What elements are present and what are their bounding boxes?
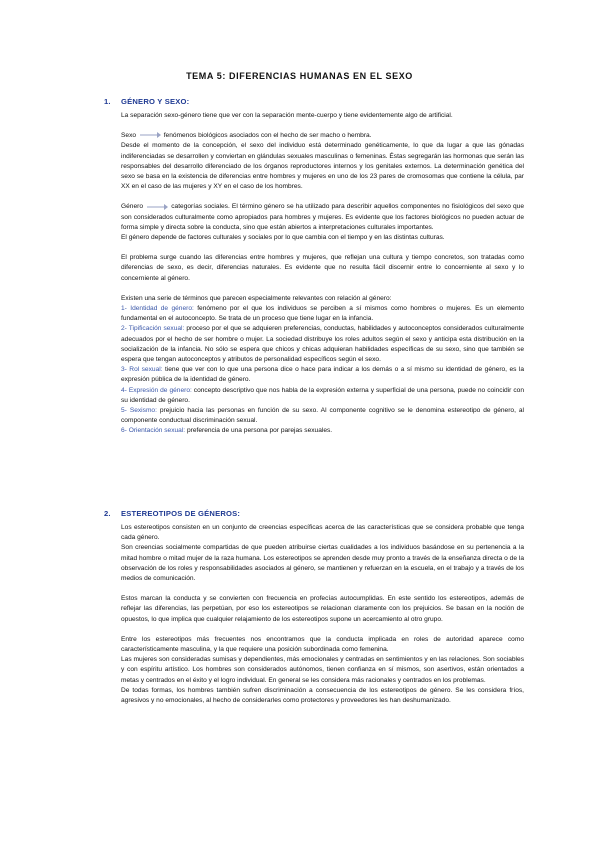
term-text: tiene que ver con lo que una persona dice o hace para indicar a los demás o a sí mismo su identidad de género, es la expresión pública de la identidad de género. (121, 366, 524, 384)
term-text: proceso por el que se adquieren preferencias, conductas, habilidades y autoconceptos considerados culturalmente adecuados por el hecho de ser hombre o mujer. La sociedad distribuye los roles adultos según el sexo y anticipa esta distribución en la socialización de la infancia. No sólo se espera que chicos y chicas adquieran habilidades específicas de su sexo, sino que también se espera que tengan autoconceptos y atributos de personalidad específicos según el sexo. (121, 325, 524, 364)
arrow-right-icon (145, 203, 169, 211)
term-item (121, 365, 524, 385)
arrow-right-icon (138, 131, 162, 139)
term-item (121, 406, 524, 426)
paragraph: Los estereotipos consisten en un conjunto de creencias específicas acerca de las características que se considera probable que tenga cada género. (121, 524, 524, 542)
term-item (121, 304, 524, 324)
sexo-definition: fenómenos biológicos asociados con el hecho de ser macho o hembra. (163, 132, 372, 140)
term-text: concepto descriptivo que nos habla de la expresión externa y superficial de una persona, puede no coincidir con su identidad de género. (121, 386, 524, 404)
section-number: 2. (104, 509, 111, 518)
term-label: 1- Identidad de género: (121, 305, 194, 313)
term-label: 2- Tipificación sexual: (121, 325, 185, 333)
section-heading (104, 509, 524, 521)
paragraph-intro: La separación sexo-género tiene que ver con la separación mente-cuerpo y tiene evidentemente algo de artificial. (121, 112, 453, 119)
paragraph-terms-intro: Existen una serie de términos que parecen especialmente relevantes con relación al género: (121, 294, 392, 302)
document-title: TEMA 5: DIFERENCIAS HUMANAS EN EL SEXO (186, 71, 413, 81)
paragraph-genero-body: El género depende de factores culturales y sociales por lo que cambia con el tiempo y en las distintas culturas. (121, 234, 445, 242)
paragraph: Las mujeres son consideradas sumisas y dependientes, más emocionales y centradas en sentimientos y en las relaciones. Son sociables y con espíritu artístico. Los hombres son considerados autónomos, tienen confianza en sí mismos, son asertivos, están orientados a metas y centrados en el éxito y el logro individual. En general se les considera más racionales y centrados en los problemas. (121, 656, 524, 684)
term-text: fenómeno por el que los individuos se perciben a sí mismos como hombres o mujeres. Es un elemento fundamental en el autoconcepto. Se trata de un proceso que tiene lugar en la infancia. (121, 305, 524, 323)
section-genero-y-sexo (104, 97, 524, 437)
term-item (121, 386, 524, 406)
paragraph: Son creencias socialmente compartidas de que pueden atribuirse ciertas cualidades a los individuos basándose en su pertenencia a la mitad hombre o mitad mujer de la raza humana. Los estereotipos se aprenden desde muy pronto a través de la enseñanza directa o de la observación de los roles y responsabilidades asociados al género, se mantienen y refuerzan en la escuela, en el trabajo y a través de los medios de comunicación. (121, 544, 524, 583)
paragraph-problema: El problema surge cuando las diferencias entre hombres y mujeres, que reflejan una cultura y tiempo concretos, son tratadas como diferencias de sexo, es decir, diferencias naturales. Es evidente que no resulta fácil discernir entre lo concerniente al sexo y lo concerniente al género. (121, 254, 524, 282)
paragraph-genero-definition (121, 202, 524, 233)
paragraph: Entre los estereotipos más frecuentes nos encontramos que la conducta implicada en roles de autoridad aparece como característicamente masculina, y la que requiere una posición subordinada como femenina. (121, 635, 524, 654)
paragraph: Estos marcan la conducta y se convierten con frecuencia en profecías autocumplidas. En este sentido los estereotipos, además de reflejar las diferencias, las perpetúan, por eso los estereotipos se relacionan claramente con los prejuicios. Se basan en la noción de opuestos, lo que implica que cualquier relajamiento de los estereotipos supone un acercamiento al otro grupo. (121, 595, 524, 623)
paragraph-sexo-body: Desde el momento de la concepción, el sexo del individuo está determinado genéticamente, lo que da lugar a que las gónadas indiferenciadas se desarrollen y conviertan en glándulas sexuales masculinas o femeninas. Éstas segregarán las hormonas que serán las responsables del desarrollo diferenciado de los órganos reproductores internos y los genitales externos. La determinación genética del sexo se basa en la existencia de diferencias entre hombres y mujeres en uno de los 23 pares de cromosomas que contiene la célula, par XX en el caso de las mujeres y XY en el caso de los hombres. (121, 142, 524, 191)
paragraph: De todas formas, los hombres también sufren discriminación a consecuencia de los estereotipos de género. Se les considera fríos, agresivos y no emocionales, al hecho de considerarles como protectores y proveedores les han deshumanizado. (121, 686, 524, 705)
term-text: preferencia de una persona por parejas sexuales. (185, 427, 333, 435)
term-item (121, 426, 524, 436)
term-text: prejuicio hacia las personas en función de su sexo. Al componente cognitivo se le denomina estereotipo de género, al componente conductual discriminación sexual. (121, 407, 524, 425)
section-body (104, 523, 524, 706)
term-label-sexo: Sexo (121, 132, 137, 140)
section-body (104, 111, 524, 437)
term-item (121, 324, 524, 365)
term-label: 3- Rol sexual: (121, 366, 163, 374)
genero-definition: categorías sociales. El término género se ha utilizado para describir aquellos componentes no fisiológicos del sexo que son considerados culturalmente como apropiados para hombres y mujeres. Es evidente que los factores biológicos no pueden actuar de forma simple y directa sobre la conducta, sino que están abiertos a interpretaciones culturales importantes. (121, 203, 524, 231)
section-title: ESTEREOTIPOS DE GÉNEROS: (121, 509, 241, 518)
term-label-genero: Género (121, 203, 143, 211)
paragraph-sexo-definition (121, 131, 524, 141)
term-label: 6- Orientación sexual: (121, 427, 186, 435)
section-title: GÉNERO Y SEXO: (121, 97, 190, 106)
term-label: 4- Expresión de género: (121, 386, 192, 394)
term-label: 5- Sexismo: (121, 407, 157, 415)
section-heading (104, 97, 524, 109)
section-estereotipos (104, 509, 524, 706)
section-number: 1. (104, 97, 111, 106)
